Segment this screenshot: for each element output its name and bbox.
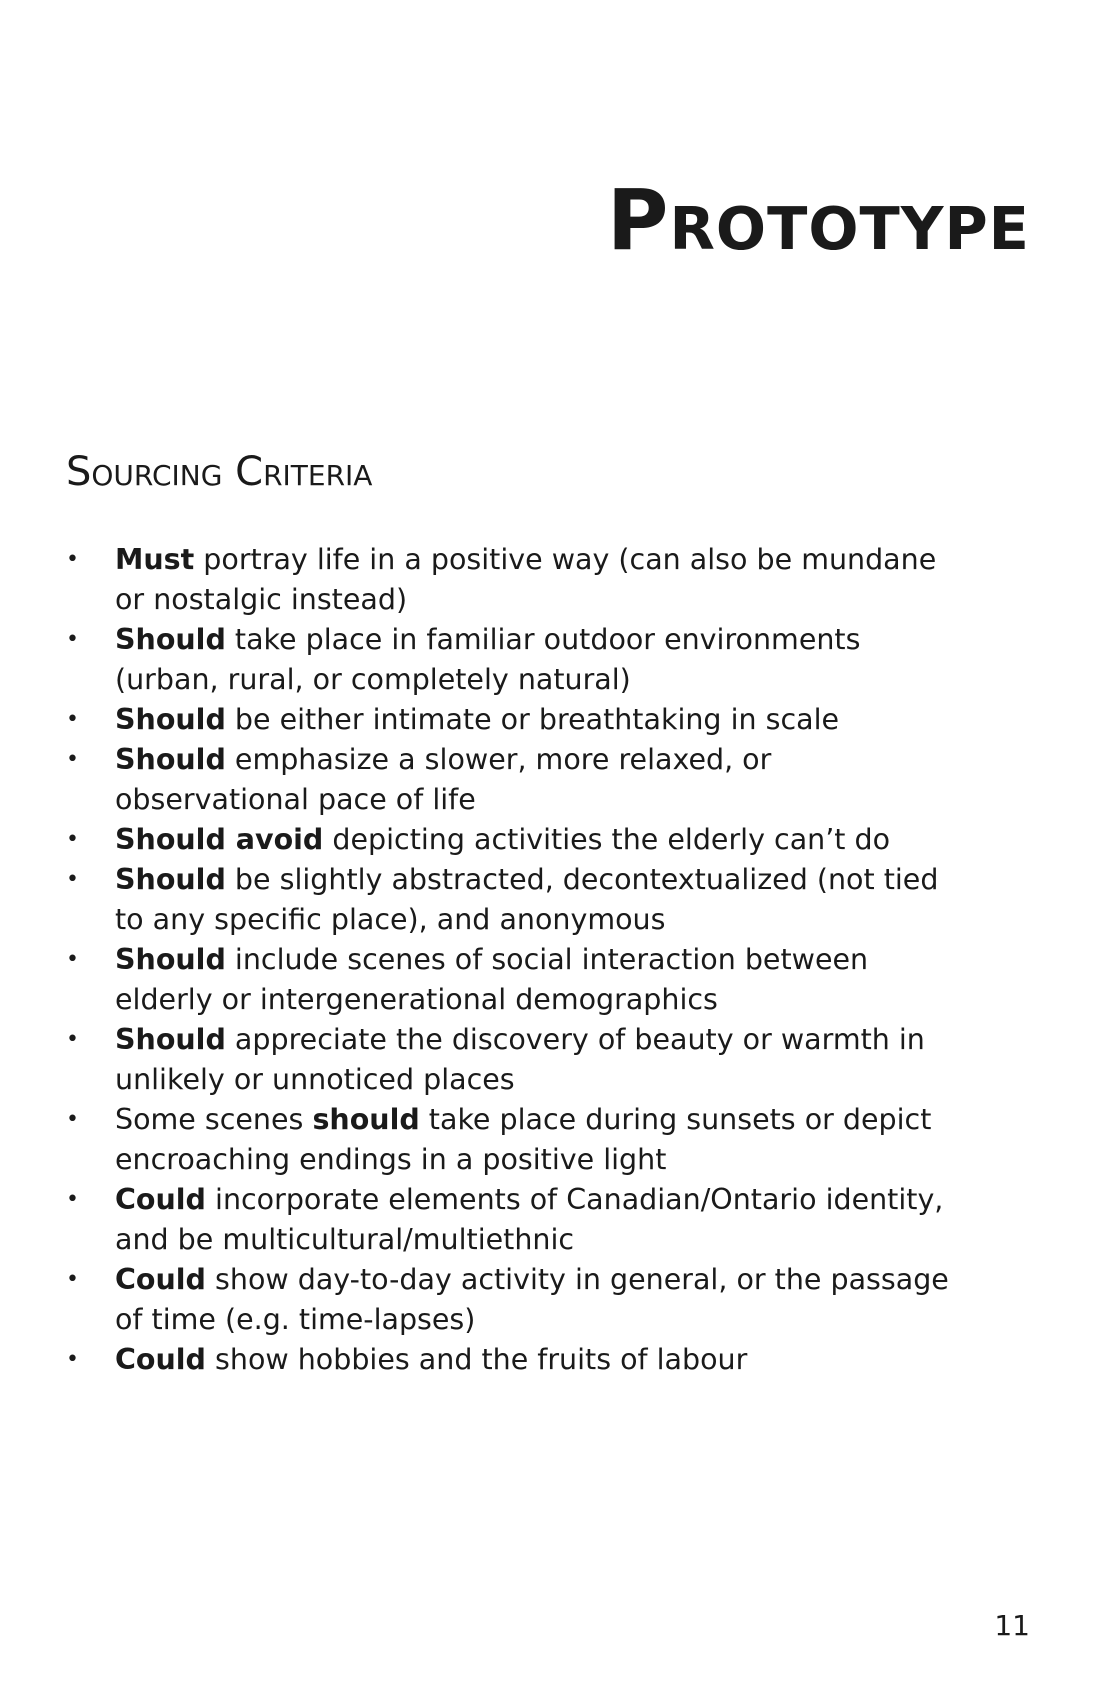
list-item-keyword: Should	[115, 863, 226, 896]
list-item	[66, 740, 966, 820]
list-item-body: take place during sunsets or depict encroaching endings in a positive light	[115, 1103, 932, 1176]
list-item-keyword: Should avoid	[115, 823, 324, 856]
list-item-body: be either intimate or breathtaking in scale	[225, 703, 840, 736]
list-item-keyword: Could	[115, 1343, 206, 1376]
list-item-keyword: Must	[115, 543, 195, 576]
list-item-text	[115, 543, 936, 616]
criteria-list	[66, 540, 966, 1380]
list-item-text	[115, 943, 868, 1016]
list-item-keyword: Should	[115, 623, 226, 656]
list-item	[66, 1100, 966, 1180]
bullet-icon: •	[66, 947, 79, 972]
list-item-text	[115, 863, 938, 936]
list-item	[66, 940, 966, 1020]
list-item	[66, 860, 966, 940]
bullet-icon: •	[66, 747, 79, 772]
bullet-icon: •	[66, 1107, 79, 1132]
list-item-prefix: Some scenes	[115, 1103, 313, 1136]
list-item-text	[115, 743, 771, 816]
list-item	[66, 700, 966, 740]
page-title: Prototype	[606, 171, 1030, 269]
list-item	[66, 1340, 966, 1380]
list-item-body: portray life in a positive way (can also be mundane or nostalgic instead)	[115, 543, 937, 616]
list-item-keyword: Should	[115, 703, 226, 736]
bullet-icon: •	[66, 867, 79, 892]
list-item-text	[115, 1343, 747, 1376]
list-item-body: emphasize a slower, more relaxed, or observational pace of life	[115, 743, 772, 816]
list-item-text	[115, 823, 890, 856]
list-item	[66, 820, 966, 860]
list-item-body: include scenes of social interaction between elderly or intergenerational demographics	[115, 943, 869, 1016]
list-item	[66, 540, 966, 620]
list-item-keyword: Should	[115, 1023, 226, 1056]
list-item-text	[115, 1183, 943, 1256]
list-item	[66, 1260, 966, 1340]
list-item-text	[115, 1103, 931, 1176]
list-item-text	[115, 1023, 925, 1096]
list-item-body: take place in familiar outdoor environments (urban, rural, or completely natural)	[115, 623, 861, 696]
bullet-icon: •	[66, 1347, 79, 1372]
list-item-body: show day-to-day activity in general, or the passage of time (e.g. time-lapses)	[115, 1263, 949, 1336]
bullet-icon: •	[66, 1187, 79, 1212]
list-item-text	[115, 623, 860, 696]
list-item-keyword: Could	[115, 1183, 206, 1216]
list-item	[66, 1020, 966, 1100]
section-heading: Sourcing Criteria	[66, 449, 373, 495]
bullet-icon: •	[66, 827, 79, 852]
list-item-keyword: Should	[115, 943, 226, 976]
list-item-text	[115, 703, 839, 736]
bullet-icon: •	[66, 1267, 79, 1292]
list-item	[66, 1180, 966, 1260]
list-item-body: be slightly abstracted, decontextualized (not tied to any specific place), and anonymous	[115, 863, 939, 936]
bullet-icon: •	[66, 707, 79, 732]
list-item-keyword: should	[312, 1103, 420, 1136]
list-item-body: incorporate elements of Canadian/Ontario identity, and be multicultural/multiethnic	[115, 1183, 944, 1256]
bullet-icon: •	[66, 1027, 79, 1052]
bullet-icon: •	[66, 547, 79, 572]
list-item-keyword: Should	[115, 743, 226, 776]
list-item-body: appreciate the discovery of beauty or warmth in unlikely or unnoticed places	[115, 1023, 925, 1096]
list-item-body: show hobbies and the fruits of labour	[205, 1343, 748, 1376]
list-item-text	[115, 1263, 949, 1336]
list-item-body: depicting activities the elderly can’t do	[323, 823, 891, 856]
list-item	[66, 620, 966, 700]
list-item-keyword: Could	[115, 1263, 206, 1296]
page-number: 11	[994, 1609, 1030, 1642]
bullet-icon: •	[66, 627, 79, 652]
